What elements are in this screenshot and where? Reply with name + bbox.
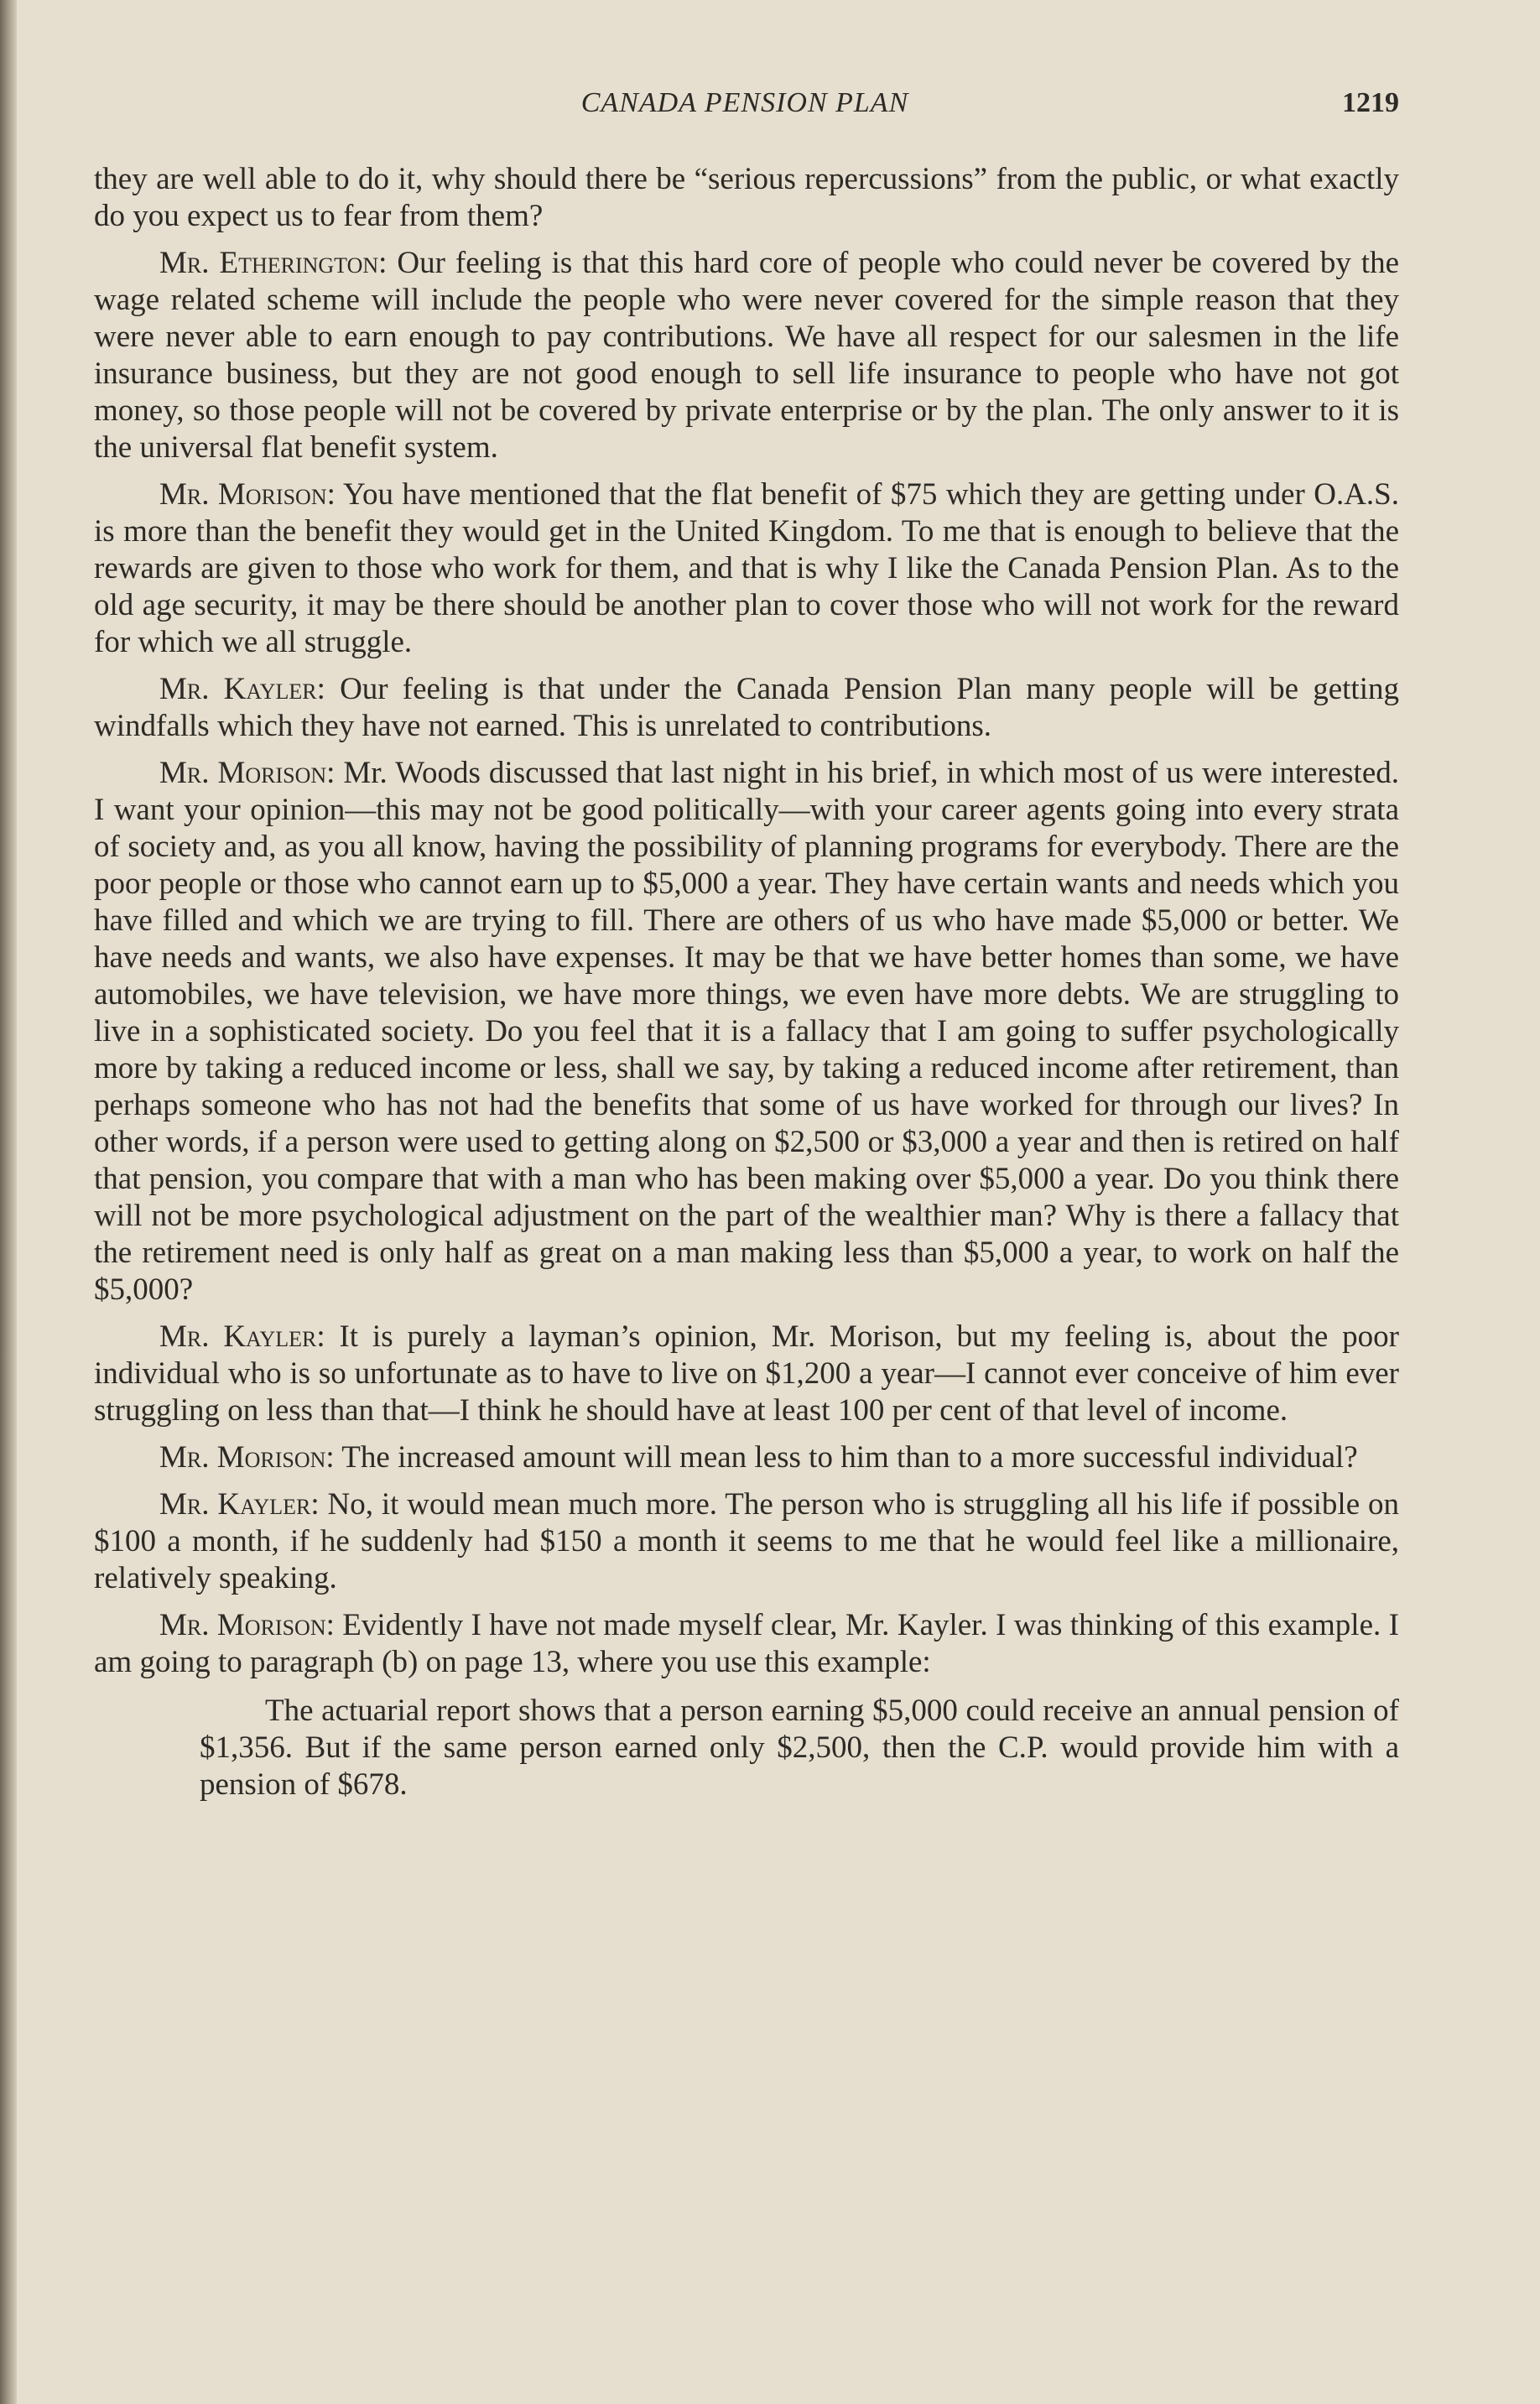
speaker-name: Mr. Kayler: bbox=[159, 1319, 325, 1354]
speech-text: Mr. Woods discussed that last night in his brief, in which most of us were interested. I want your opinion—this may not be good politically—with your career agents going into every strata of society and, as you all know, having the possibility of planning programs for everybody. There are the poor people or those who cannot earn up to $5,000 a year. They have certain wants and needs which you have filled and which we are trying to fill. There are others of us who have made $5,000 or better. We have needs and wants, we also have expenses. It may be that we have better homes than some, we have automobiles, we have television, we have more things, we even have more debts. We are struggling to live in a sophisticated society. Do you feel that it is a fallacy that I am going to suffer psychologically more by taking a reduced income or less, shall we say, by taking a reduced income after retirement, than perhaps someone who has not had the benefits that some of us have worked for through our lives? In other words, if a person were used to getting along on $2,500 or $3,000 a year and then is retired on half that pension, you compare that with a man who has been making over $5,000 a year. Do you think there will not be more psychological adjustment on the part of the wealthier man? Why is there a fallacy that the retirement need is only half as great on a man making less than $5,000 a year, to work on half the $5,000? bbox=[94, 756, 1399, 1307]
speaker-name: Mr. Etherington: bbox=[159, 246, 388, 280]
speaker-name: Mr. Morison: bbox=[159, 477, 336, 512]
speech-paragraph bbox=[94, 1607, 1399, 1681]
speaker-name: Mr. Morison: bbox=[159, 1440, 335, 1475]
speech-text: Our feeling is that this hard core of people who could never be covered by the wage related scheme will include the people who were never covered for the simple reason that they were never able to earn enough to pay contributions. We have all respect for our salesmen in the life insurance business, but they are not good enough to sell life insurance to people who have not got money, so those people will not be covered by private enterprise or by the plan. The only answer to it is the universal flat benefit system. bbox=[94, 246, 1399, 465]
speech-paragraph bbox=[94, 1319, 1399, 1429]
page-header bbox=[91, 87, 1399, 129]
speech-text: Evidently I have not made myself clear, Mr. Kayler. I was thinking of this example. I am going to paragraph (b) on page 13, where you use this example: bbox=[94, 1608, 1399, 1679]
speech-paragraph bbox=[94, 1439, 1399, 1476]
page-number: 1219 bbox=[1342, 87, 1399, 118]
speech-text: It is purely a layman’s opinion, Mr. Morison, but my feeling is, about the poor individual who is so unfortunate as to have to live on $1,200 a year—I cannot ever conceive of him ever struggling on less than that—I think he should have at least 100 per cent of that level of income. bbox=[94, 1319, 1400, 1428]
speaker-name: Mr. Morison: bbox=[159, 1608, 335, 1642]
text-body bbox=[94, 161, 1399, 1803]
speech-text: The increased amount will mean less to him than to a more successful individual? bbox=[334, 1440, 1358, 1475]
speech-text: Our feeling is that under the Canada Pension Plan many people will be getting windfalls which they have not earned. This is unrelated to contributions. bbox=[94, 672, 1399, 743]
speech-paragraph bbox=[94, 245, 1399, 466]
speaker-name: Mr. Kayler: bbox=[159, 1487, 320, 1522]
speech-paragraph bbox=[94, 1486, 1399, 1597]
running-title: CANADA PENSION PLAN bbox=[580, 87, 909, 118]
speech-text: No, it would mean much more. The person who is struggling all his life if possible on $100 a month, if he suddenly had $150 a month it seems to me that he would feel like a millionaire, relatively speaking. bbox=[94, 1487, 1399, 1595]
continued-paragraph: they are well able to do it, why should there be “serious repercussions” from the public, or what exactly do you expect us to fear from them? bbox=[94, 162, 1399, 233]
speech-paragraph bbox=[94, 755, 1399, 1309]
speaker-name: Mr. Morison: bbox=[159, 756, 336, 790]
speaker-name: Mr. Kayler: bbox=[159, 672, 325, 706]
speech-text: You have mentioned that the flat benefit of $75 which they are getting under O.A.S. is more than the benefit they would get in the United Kingdom. To me that is enough to believe that the rewards are given to those who work for them, and that is why I like the Canada Pension Plan. As to the old age security, it may be there should be another plan to cover those who will not work for the reward for which we all struggle. bbox=[94, 477, 1399, 659]
page-binding-edge bbox=[0, 0, 17, 2404]
speech-paragraph bbox=[94, 671, 1399, 745]
block-quotation: The actuarial report shows that a person earning $5,000 could receive an annual pension of $1,356. But if the same person earned only $2,500, then the C.P. would provide him with a pension of $678. bbox=[200, 1694, 1399, 1802]
speech-paragraph bbox=[94, 476, 1399, 661]
